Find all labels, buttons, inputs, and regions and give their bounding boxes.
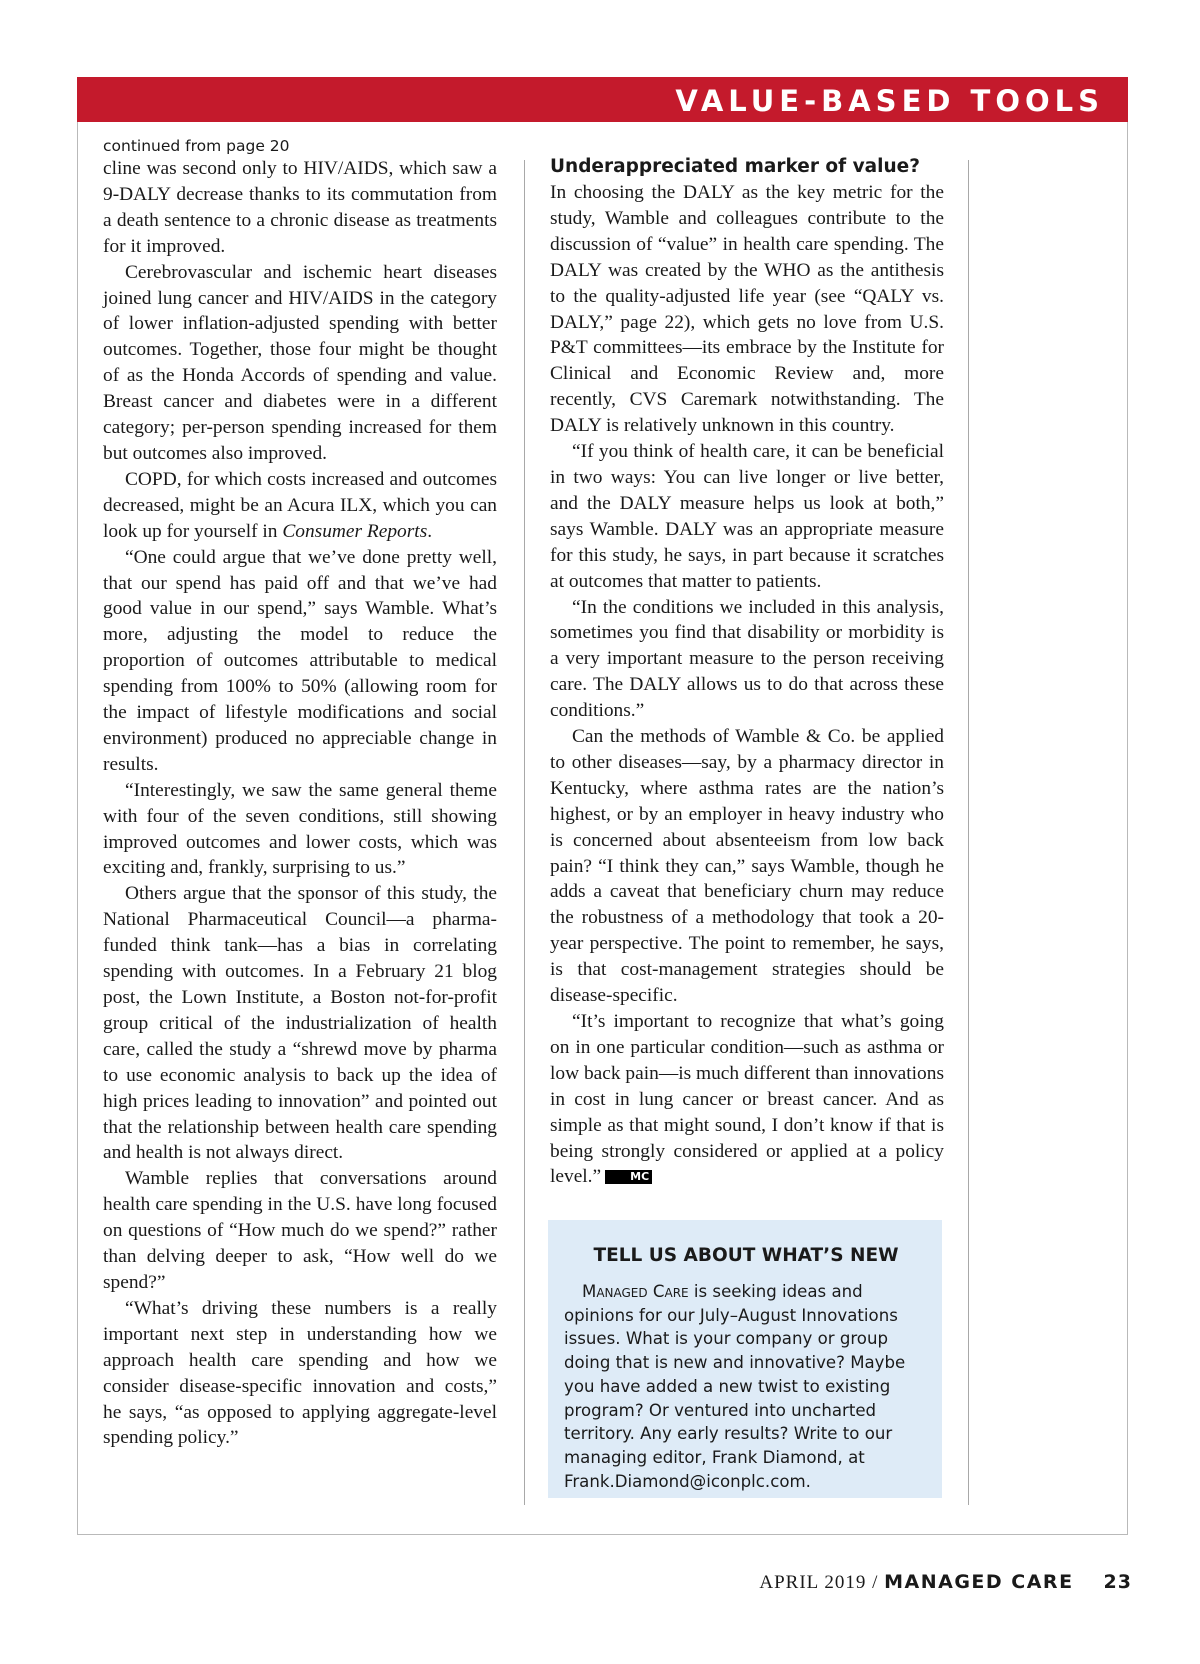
paragraph-copd	[103, 467, 497, 545]
paragraph: cline was second only to HIV/AIDS, which saw a 9-DALY decrease thanks to its commutation from a death sentence to a chronic disease as treatments for it improved.	[103, 158, 497, 257]
box-title: TELL US ABOUT WHAT’S NEW	[593, 1245, 899, 1266]
publication-title: Consumer Reports	[282, 520, 428, 542]
paragraph: “If you think of health care, it can be beneficial in two ways: You can live longer or live better, and the DALY measure helps us look at both,” says Wamble. DALY was an appropriate measure for this study, he says, in part because it scratches at outcomes that matter to patients.	[550, 441, 944, 592]
issue-date: APRIL 2019 /	[759, 1572, 885, 1593]
paragraph: Wamble replies that conversations around health care spending in the U.S. have long focused on questions of “How much do we spend?” rather than delving deeper to ask, “How well do we spend?”	[103, 1168, 497, 1293]
box-body	[564, 1280, 928, 1493]
paragraph: “What’s driving these numbers is a really important next step in understanding how we approach health care spending and how we consider disease-specific innovation and costs,” he says, “as opposed to applying aggregate-level spending policy.”	[103, 1297, 497, 1449]
sidebar-box	[548, 1220, 942, 1498]
column-divider	[524, 160, 525, 1505]
paragraph: “One could argue that we’ve done pretty well, that our spend has paid off and that we’ve had good value in our spend,” says Wamble. What’s more, adjusting the model to reduce the proportion of outcomes attributable to medical spending from 100% to 50% (allowing room for the impact of lifestyle modifications and social environment) produced no appreciable change in results.	[103, 546, 497, 775]
section-heading: Underappreciated marker of value?	[550, 156, 920, 177]
continued-note: continued from page 20	[103, 137, 290, 155]
end-mark-icon: MC	[605, 1170, 652, 1184]
box-text: is seeking ideas and opinions for our July–August Innovations issues. What is your company or group doing that is new and innovative? Maybe you have added a new twist to existing program? Or ventured into uncharted territory. Any early results? Write to our managing editor, Frank Diamond, at Frank.Diamond@iconplc.com.	[564, 1282, 906, 1491]
paragraph-text: “It’s important to recognize that what’s going on in one particular condition—such as asthma or low back pain—is much different than innovations in cost in lung cancer or breast cancer. And as simple as that might sound, I don’t know if that is being strongly considered or applied at a policy level.”	[550, 1011, 944, 1188]
paragraph-final	[550, 1009, 944, 1190]
paragraph: “In the conditions we included in this analysis, sometimes you find that disability or morbidity is a very important measure to the person receiving care. The DALY allows us to do that across these conditions.”	[550, 596, 944, 722]
magazine-title: MANAGED CARE	[884, 1571, 1074, 1593]
magazine-name: Managed Care	[582, 1282, 689, 1301]
paragraph: “Interestingly, we saw the same general theme with four of the seven conditions, still showing improved outcomes and lower costs, which was exciting and, frankly, surprising to us.”	[103, 779, 497, 879]
paragraph: Can the methods of Wamble & Co. be applied to other diseases—say, by a pharmacy director in Kentucky, where asthma rates are the nation’s highest, or by an employer in heavy industry who is concerned about absenteeism from low back pain? “I think they can,” says Wamble, though he adds a caveat that beneficiary churn may reduce the robustness of a methodology that took a 20-year perspective. The point to remember, he says, is that cost-management strategies should be disease-specific.	[550, 726, 944, 1007]
column-divider	[968, 160, 969, 1505]
paragraph: Cerebrovascular and ischemic heart diseases joined lung cancer and HIV/AIDS in the category of lower inflation-adjusted spending with better outcomes. Together, those four might be thought of as the Honda Accords of spending and value. Breast cancer and diabetes were in a different category; per-person spending increased for them but outcomes also improved.	[103, 261, 497, 464]
section-banner	[77, 77, 1128, 122]
section-title: VALUE-BASED TOOLS	[675, 84, 1104, 118]
right-column	[550, 154, 944, 1190]
paragraph: Others argue that the sponsor of this study, the National Pharmaceutical Council—a pharma-funded think tank—has a bias in correlating spending with outcomes. In a February 21 blog post, the Lown Institute, a Boston not-for-profit group critical of the industrialization of health care, called the study a “shrewd move by pharma to use economic analysis to back up the idea of high prices leading to innovation” and pointed out that the relationship between health care spending and health is not always direct.	[103, 883, 497, 1164]
paragraph-text: .	[427, 520, 433, 542]
page-footer	[759, 1570, 1132, 1595]
left-column	[103, 136, 497, 1451]
page-number: 23	[1103, 1571, 1132, 1593]
paragraph-text: COPD, for which costs increased and outcomes decreased, might be an Acura ILX, which you can look up for yourself in	[103, 468, 497, 542]
paragraph: In choosing the DALY as the key metric for the study, Wamble and colleagues contribute to the discussion of “value” in health care spending. The DALY was created by the WHO as the antithesis to the quality-adjusted life year (see “QALY vs. DALY,” page 22), which gets no love from U.S. P&T committees—its embrace by the Institute for Clinical and Economic Review and, more recently, CVS Caremark notwithstanding. The DALY is relatively unknown in this country.	[550, 182, 944, 437]
